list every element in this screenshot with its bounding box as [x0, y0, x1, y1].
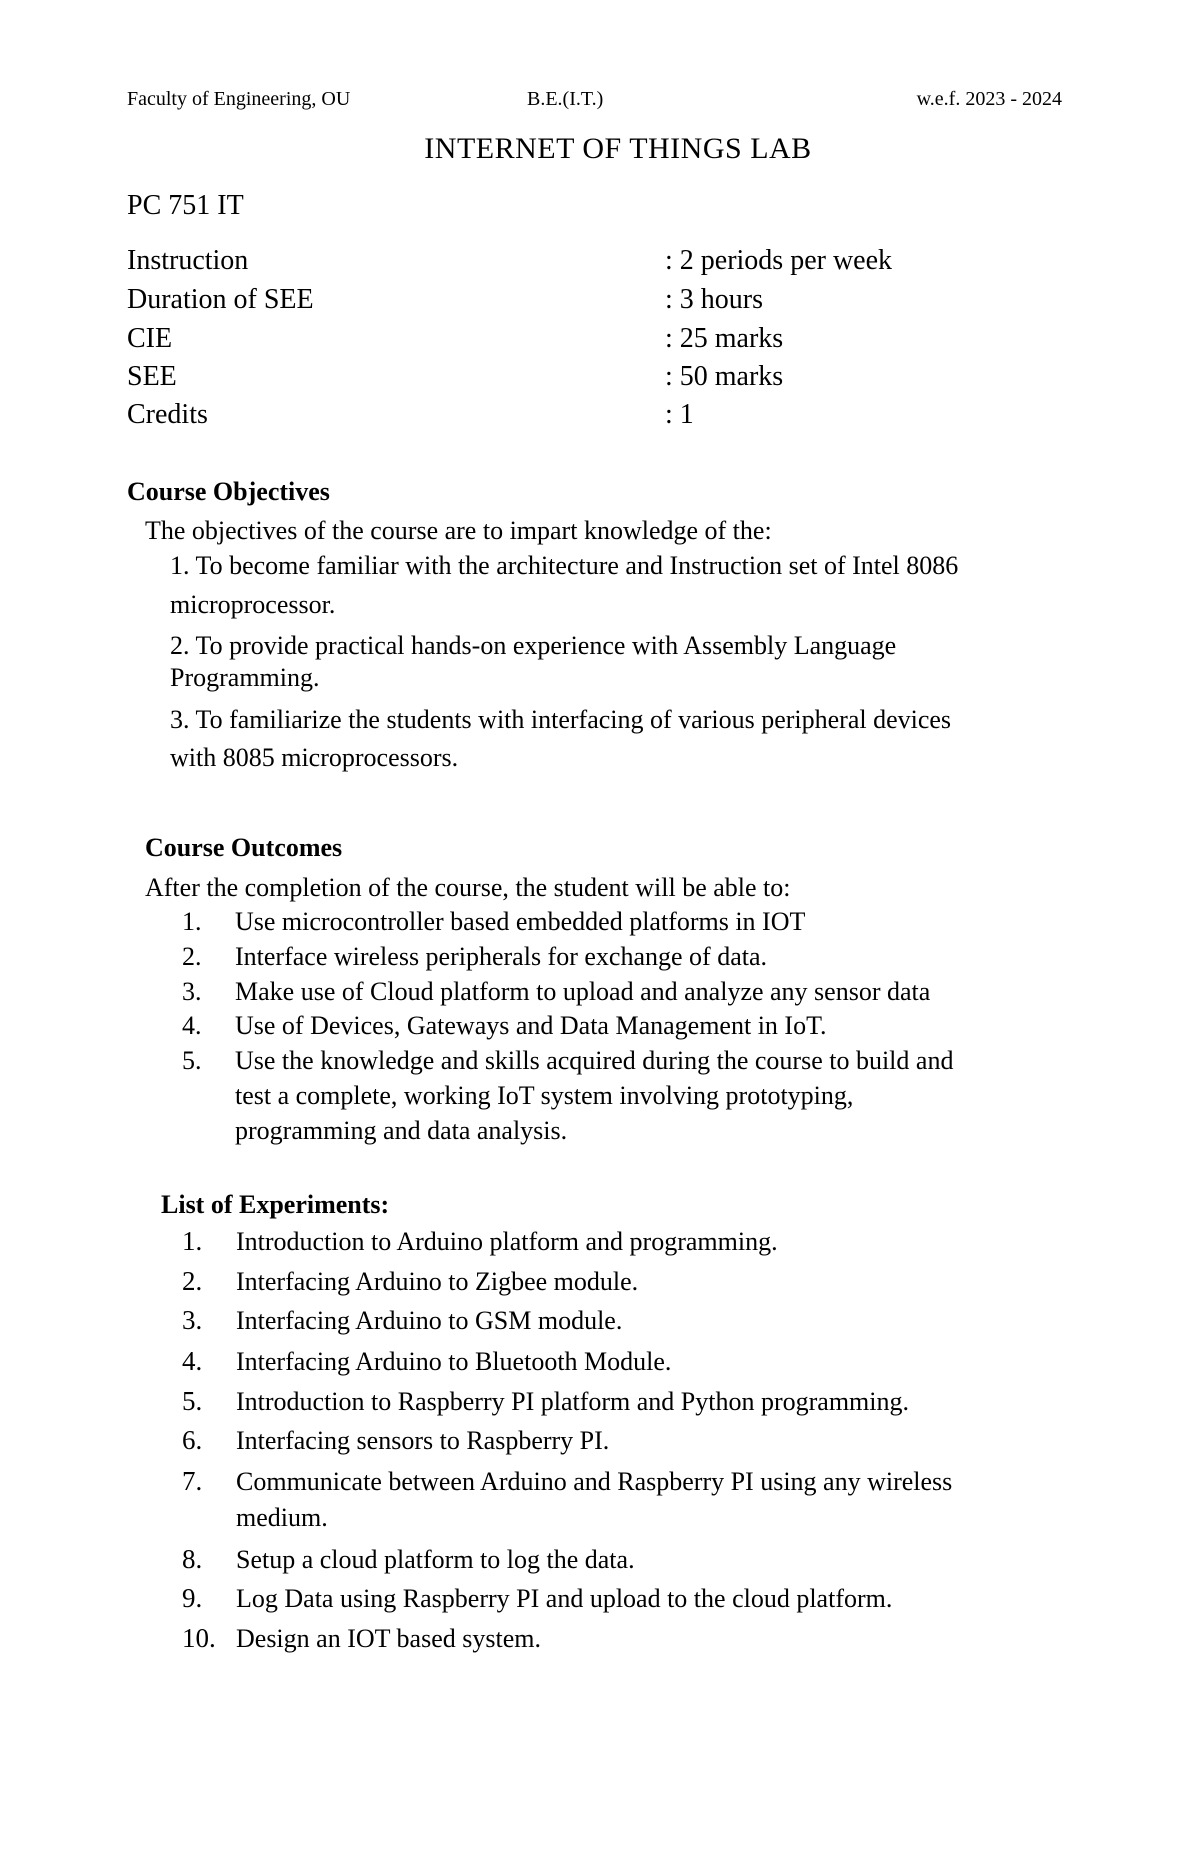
meta-label-see: SEE: [127, 361, 177, 392]
outcome-number-2: 2.: [182, 942, 202, 971]
outcome-number-1: 1.: [182, 907, 202, 936]
experiment-number-10: 10.: [182, 1623, 216, 1653]
experiment-item-4: Interfacing Arduino to Bluetooth Module.: [236, 1347, 672, 1376]
experiment-item-10: Design an IOT based system.: [236, 1624, 541, 1653]
outcome-item-4: Use of Devices, Gateways and Data Management in IoT.: [235, 1011, 827, 1040]
outcome-item-5-line-3: programming and data analysis.: [235, 1116, 568, 1145]
outcomes-intro: After the completion of the course, the student will be able to:: [145, 873, 791, 902]
objective-item-1-line-1: 1. To become familiar with the architecture and Instruction set of Intel 8086: [170, 551, 959, 580]
experiment-item-1: Introduction to Arduino platform and programming.: [236, 1227, 778, 1256]
experiment-item-5: Introduction to Raspberry PI platform and Python programming.: [236, 1387, 910, 1416]
meta-value-instruction: : 2 periods per week: [665, 245, 893, 276]
outcome-number-4: 4.: [182, 1011, 202, 1040]
outcome-item-2: Interface wireless peripherals for exchange of data.: [235, 942, 767, 971]
course-code: PC 751 IT: [127, 190, 244, 221]
experiment-number-4: 4.: [182, 1346, 203, 1376]
outcome-item-5-line-2: test a complete, working IoT system involving prototyping,: [235, 1081, 854, 1110]
objectives-intro: The objectives of the course are to impart knowledge of the:: [145, 516, 772, 545]
meta-label-cie: CIE: [127, 323, 173, 354]
objectives-heading: Course Objectives: [127, 477, 330, 506]
header-effective-year: w.e.f. 2023 - 2024: [916, 88, 1062, 110]
experiment-item-6: Interfacing sensors to Raspberry PI.: [236, 1426, 610, 1455]
experiment-item-7-line-1: Communicate between Arduino and Raspberry PI using any wireless: [236, 1467, 953, 1496]
objective-item-2-line-2: Programming.: [170, 663, 320, 692]
experiment-number-8: 8.: [182, 1544, 203, 1574]
meta-value-duration: : 3 hours: [665, 284, 763, 315]
outcome-item-5-line-1: Use the knowledge and skills acquired during the course to build and: [235, 1046, 954, 1075]
outcome-item-3: Make use of Cloud platform to upload and analyze any sensor data: [235, 977, 931, 1006]
meta-label-duration: Duration of SEE: [127, 284, 314, 315]
page-title: INTERNET OF THINGS LAB: [424, 132, 812, 165]
objective-item-3-line-1: 3. To familiarize the students with interfacing of various peripheral devices: [170, 705, 952, 734]
objective-item-3-line-2: with 8085 microprocessors.: [170, 743, 459, 772]
objective-item-1-line-2: microprocessor.: [170, 590, 336, 619]
experiment-item-2: Interfacing Arduino to Zigbee module.: [236, 1267, 639, 1296]
experiment-item-8: Setup a cloud platform to log the data.: [236, 1545, 635, 1574]
header-program: B.E.(I.T.): [527, 88, 604, 110]
meta-label-instruction: Instruction: [127, 245, 249, 276]
outcome-item-1: Use microcontroller based embedded platforms in IOT: [235, 907, 806, 936]
experiment-number-6: 6.: [182, 1425, 203, 1455]
objective-item-2-line-1: 2. To provide practical hands-on experience with Assembly Language: [170, 631, 897, 660]
meta-value-see: : 50 marks: [665, 361, 784, 392]
meta-value-cie: : 25 marks: [665, 323, 784, 354]
experiment-item-7-line-2: medium.: [236, 1503, 328, 1532]
experiment-number-7: 7.: [182, 1466, 203, 1496]
experiment-item-9: Log Data using Raspberry PI and upload to the cloud platform.: [236, 1584, 893, 1613]
outcome-number-5: 5.: [182, 1046, 202, 1075]
experiment-number-9: 9.: [182, 1583, 203, 1613]
meta-label-credits: Credits: [127, 399, 208, 430]
experiment-number-2: 2.: [182, 1266, 203, 1296]
experiment-item-3: Interfacing Arduino to GSM module.: [236, 1306, 623, 1335]
experiment-number-5: 5.: [182, 1386, 203, 1416]
experiments-heading: List of Experiments:: [161, 1190, 390, 1219]
outcomes-heading: Course Outcomes: [145, 833, 343, 862]
experiment-number-1: 1.: [182, 1226, 203, 1256]
header-faculty: Faculty of Engineering, OU: [127, 88, 351, 110]
outcome-number-3: 3.: [182, 977, 202, 1006]
meta-value-credits: : 1: [665, 399, 694, 430]
experiment-number-3: 3.: [182, 1305, 203, 1335]
